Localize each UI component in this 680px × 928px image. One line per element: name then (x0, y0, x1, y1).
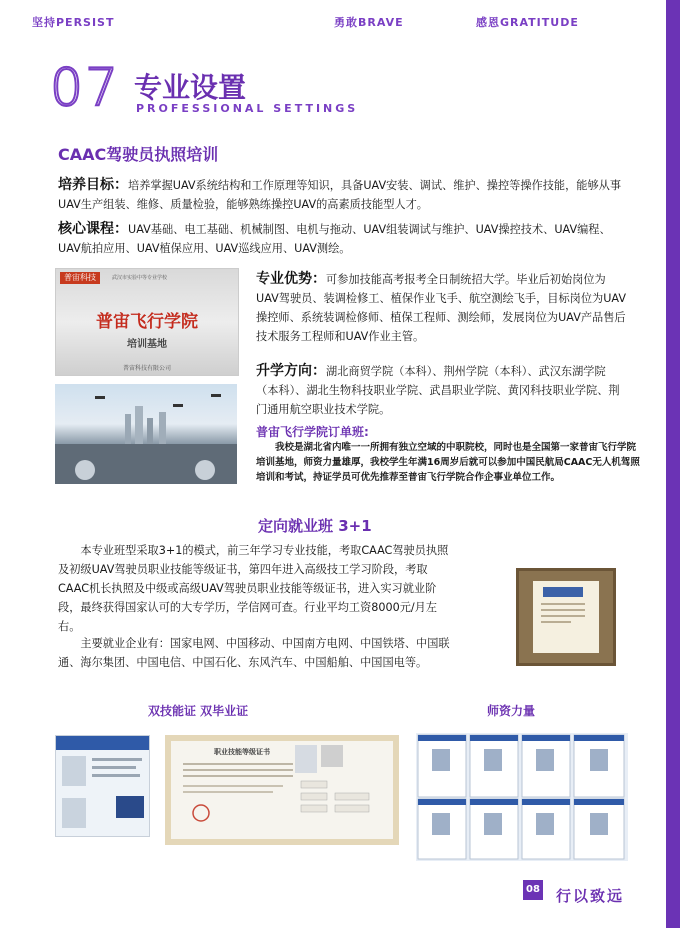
advantage-block (256, 270, 628, 346)
order-class-title: 普宙飞行学院订单班: (256, 425, 369, 439)
dual-certificate-caption: 双技能证 双毕业证 (148, 704, 249, 718)
teachers-caption: 师资力量 (487, 704, 536, 718)
goal-label: 培养目标： (58, 177, 128, 193)
employment-para1: 本专业班型采取3+1的模式，前三年学习专业技能，考取CAAC驾驶员执照及初级UAV驾驶员职业技能等级证书，第四年进入高级技工学习阶段，考取CAAC机长执照及中级或高级UAV驾驶员职业技能等级证书，进入实习就业阶段，最终获得国家认可的大专学历，学信网可查。行业平均工资8000元/月左右。 (58, 544, 449, 633)
header-brave: 勇敢BRAVE (334, 16, 404, 29)
header-gratitude: 感恩GRATITUDE (476, 16, 579, 29)
further-block (256, 362, 628, 419)
teacher-certificates-photo (416, 733, 628, 861)
course-subtitle: CAAC驾驶员执照培训 (58, 145, 219, 164)
teacher-cards-icon (416, 733, 628, 861)
license-card-photo (55, 735, 150, 837)
advantage-text: 可参加技能高考报考全日制统招大学。毕业后初始岗位为UAV驾驶员、装调检修工、植保作业飞手、航空测绘飞手，目标岗位为UAV操控师、系统装调检修师、植保工程师、测绘师，发展岗位为UAV产品售后技术服务工程师和UAV作业主管。 (256, 273, 626, 343)
training-base-sign-photo (55, 268, 239, 376)
employment-para2: 主要就业企业有：国家电网、中国移动、中国南方电网、中国铁塔、中国联通、海尔集团、中国电信、中国石化、东风汽车、中国船舶、中国国电等。 (58, 637, 450, 669)
further-label: 升学方向： (256, 363, 326, 379)
section-title: 专业设置 (134, 71, 247, 104)
certificate-body-icon (171, 741, 381, 827)
brand-logo: 普宙科技 (60, 272, 100, 284)
core-block (58, 220, 628, 258)
section-number: 07 (50, 58, 121, 118)
goal-text: 培养掌握UAV系统结构和工作原理等知识，具备UAV安装、调试、维护、操控等操作技能，能够从事UAV生产组装、维修、质量检验，能够熟练操控UAV的高素质技能型人才。 (58, 179, 622, 211)
skill-certificate-photo (165, 735, 399, 845)
order-class-text: 我校是湖北省内唯一一所拥有独立空域的中职院校，同时也是全国第一家普宙飞行学院培训基地，师资力量雄厚，我校学生年满16周岁后就可以参加中国民航局CAAC无人机驾照培训和考试，持证学员可优先推荐至普宙飞行学院合作企事业单位工作。 (256, 442, 640, 483)
header-persist: 坚持PERSIST (32, 16, 115, 29)
certificate-emblem-icon (533, 581, 593, 647)
page-number: 08 (523, 880, 543, 900)
sign-main-text: 普宙飞行学院 (96, 312, 198, 332)
core-label: 核心课程： (58, 221, 128, 237)
core-text: UAV基础、电工基础、机械制图、电机与拖动、UAV组装调试与维护、UAV操控技术、UAV编程、UAV航拍应用、UAV植保应用、UAV巡线应用、UAV测绘。 (58, 223, 611, 255)
further-text: 湖北商贸学院（本科）、荆州学院（本科）、武汉东湖学院（本科）、湖北生物科技职业学院、武昌职业学院、黄冈科技职业学院、荆门通用航空职业技术学院。 (256, 365, 620, 416)
right-accent-bar (666, 0, 680, 928)
sign-company-text: 普宙科技有限公司 (122, 365, 171, 372)
certificate-title: 职业技能等级证书 (214, 748, 270, 756)
framed-certificate-photo (516, 568, 616, 666)
sign-sub-text: 培训基地 (127, 339, 167, 350)
drone-flight-photo (55, 384, 237, 484)
drone-scene-icon (55, 384, 237, 484)
partner-school-text: 武汉市实验中等专业学校 (112, 275, 168, 281)
employment-title: 定向就业班 3+1 (258, 517, 372, 535)
footer-slogan: 行以致远 (556, 887, 625, 905)
section-title-en: PROFESSIONAL SETTINGS (136, 102, 359, 115)
license-card-icon (56, 736, 149, 836)
advantage-label: 专业优势： (256, 271, 326, 287)
goal-block (58, 176, 628, 214)
